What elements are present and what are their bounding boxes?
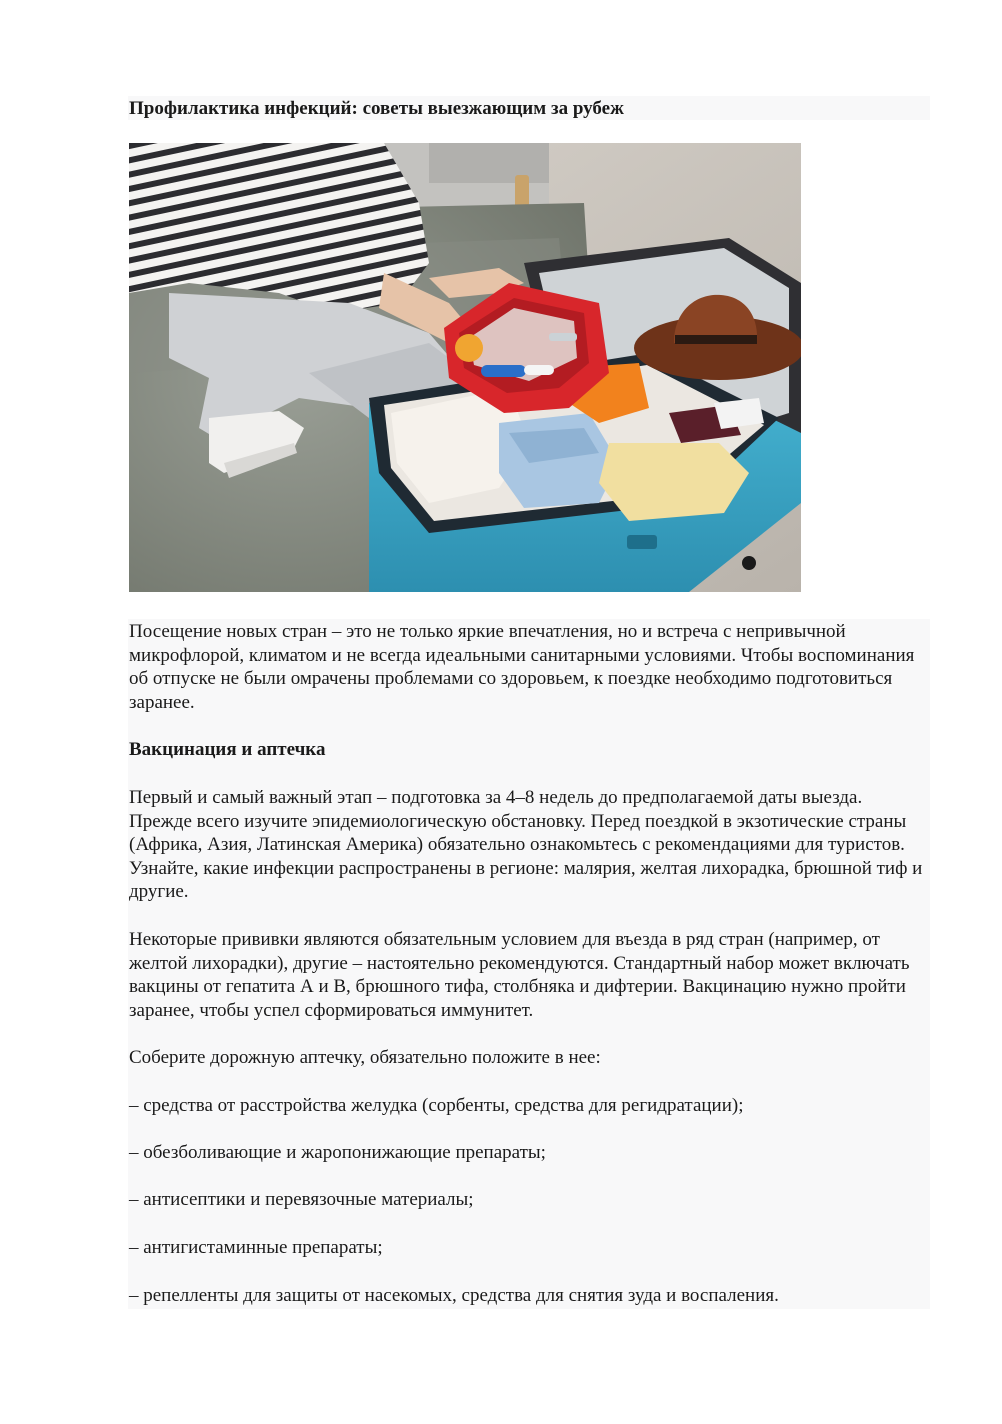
intro-paragraph: Посещение новых стран – это не только яркие впечатления, но и встреча с непривычной микрофлорой, климатом и не всегда идеальными санитарными условиями. Чтобы воспоминания об отпуске не были омрачены проблемами со здоровьем, к поездке необходимо подготовиться заранее. [129,621,915,713]
list-item: – антисептики и перевязочные материалы; [129,1189,474,1210]
list-item: – антигистаминные препараты; [129,1237,383,1258]
article-photo [129,143,801,592]
traveler-packing-suitcase-photo-icon [129,143,801,592]
list-item: – обезболивающие и жаропонижающие препараты; [129,1142,546,1163]
list-item: – средства от расстройства желудка (сорбенты, средства для регидратации); [129,1095,744,1116]
page-title: Профилактика инфекций: советы выезжающим за рубеж [129,98,624,119]
list-item: – репелленты для защиты от насекомых, средства для снятия зуда и воспаления. [129,1285,779,1306]
paragraph-first-aid-kit: Соберите дорожную аптечку, обязательно положите в нее: [129,1047,601,1068]
section-heading-vaccination: Вакцинация и аптечка [129,739,326,760]
paragraph-vaccines: Некоторые прививки являются обязательным условием для въезда в ряд стран (например, от желтой лихорадки), другие – настоятельно рекомендуются. Стандартный набор может включать вакцины от гепатита А и В, брюшного тифа, столбняка и дифтерии. Вакцинацию нужно пройти заранее, чтобы успел сформироваться иммунитет. [129,929,910,1021]
paragraph-preparation: Первый и самый важный этап – подготовка за 4–8 недель до предполагаемой даты выезда. Прежде всего изучите эпидемиологическую обстановку. Перед поездкой в экзотические страны (Африка, Азия, Латинская Америка) обязательно ознакомьтесь с рекомендациями для туристов. Узнайте, какие инфекции распространены в регионе: малярия, желтая лихорадка, брюшной тиф и другие. [129,787,923,903]
